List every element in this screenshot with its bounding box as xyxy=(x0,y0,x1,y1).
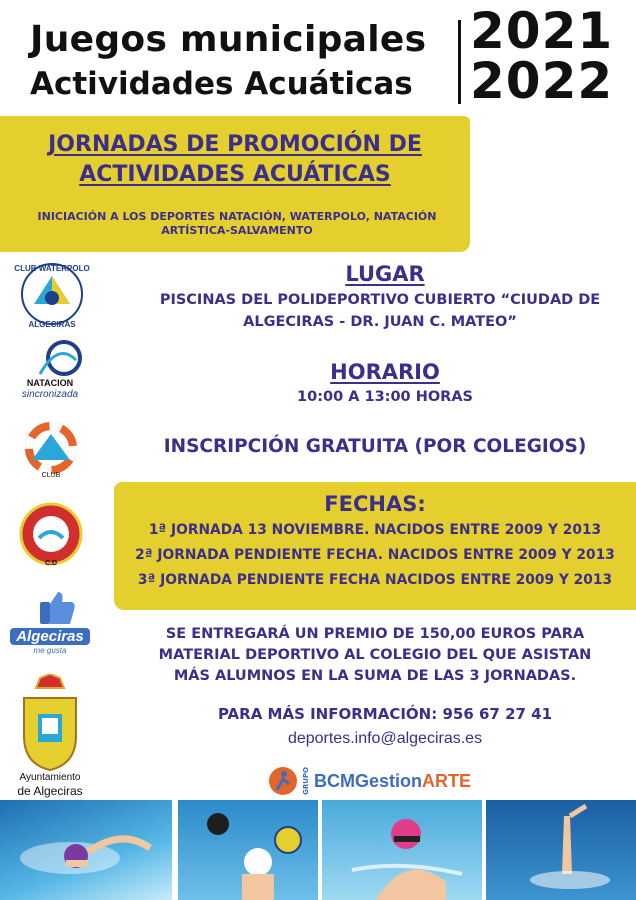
natacion-sincronizada-logo xyxy=(10,338,90,408)
lugar-line-1: PISCINAS DEL POLIDEPORTIVO CUBIERTO “CIUDAD DE xyxy=(159,292,601,308)
promo-subtitle-line-2: ARTÍSTICA-SALVAMENTO xyxy=(161,224,313,237)
season-years xyxy=(470,2,614,110)
info-phone: PARA MÁS INFORMACIÓN: 956 67 27 41 xyxy=(217,705,553,723)
goggles-swimmer-icon xyxy=(322,800,482,900)
horario-heading: HORARIO xyxy=(330,360,440,384)
title-line-2: Actividades Acuáticas xyxy=(30,66,413,102)
lugar-line-2: ALGECIRAS - DR. JUAN C. MATEO” xyxy=(243,314,517,330)
premio-line-3: MÁS ALUMNOS EN LA SUMA DE LAS 3 JORNADAS. xyxy=(173,668,577,684)
sponsor-bcm: BCMGestion xyxy=(314,770,422,791)
algeciras-like-text: Algeciras xyxy=(10,628,90,645)
algeciras-me-gusta-logo xyxy=(10,590,90,660)
waterpolo-arc-text: CLUB WATERPOLO xyxy=(14,264,90,273)
promo-subtitle xyxy=(12,210,462,238)
premio-text xyxy=(120,624,630,687)
sponsor-arte: ARTE xyxy=(422,770,471,791)
lugar-text xyxy=(130,289,630,333)
title-line-1: Juegos municipales xyxy=(30,19,427,60)
premio-line-2: MATERIAL DEPORTIVO AL COLEGIO DEL QUE ASISTAN xyxy=(158,647,592,663)
year-end: 2022 xyxy=(470,52,614,110)
photo-synchronized-swimmer xyxy=(486,800,636,900)
promo-title-line-2: ACTIVIDADES ACUÁTICAS xyxy=(79,162,391,187)
photo-swimmer-freestyle xyxy=(0,800,172,900)
photo-swimmer-goggles xyxy=(322,800,482,900)
horario-text: 10:00 A 13:00 HORAS xyxy=(297,389,473,405)
contact-email[interactable]: deportes.info@algeciras.es xyxy=(287,730,483,747)
runner-figure-icon xyxy=(268,766,298,796)
sincro-bottom-text: sincronizada xyxy=(21,389,79,400)
event-title xyxy=(30,18,450,106)
inscripcion-text: INSCRIPCIÓN GRATUITA (POR COLEGIOS) xyxy=(163,436,587,457)
natacion-club-logo xyxy=(12,500,90,570)
promo-title xyxy=(0,130,470,190)
thumbs-up-icon xyxy=(10,590,90,630)
ayuntamiento-line-1: Ayuntamiento xyxy=(19,772,81,783)
header-divider xyxy=(458,20,461,104)
waterpolo-bottom-text: ALGECIRAS xyxy=(28,320,76,329)
synchro-legs-icon xyxy=(486,800,636,900)
fecha-line-3: 3ª JORNADA PENDIENTE FECHA NACIDOS ENTRE 2009 Y 2013 xyxy=(137,572,613,588)
natacion-club-bottom-text: C.D xyxy=(44,560,58,567)
premio-line-1: SE ENTREGARÁ UN PREMIO DE 150,00 EUROS PARA xyxy=(165,626,585,642)
coat-of-arms-icon xyxy=(10,674,90,772)
fechas-heading: FECHAS: xyxy=(324,492,426,516)
promo-title-line-1: JORNADAS DE PROMOCIÓN DE xyxy=(48,132,422,157)
algeciras-like-subtext: me gusta xyxy=(33,646,67,655)
ayuntamiento-line-2: de Algeciras xyxy=(17,784,83,798)
salvamento-bottom-text: CLUB xyxy=(41,472,61,479)
lugar-heading: LUGAR xyxy=(345,262,425,286)
fecha-line-2: 2ª JORNADA PENDIENTE FECHA. NACIDOS ENTRE 2009 Y 2013 xyxy=(135,547,615,563)
fecha-line-1: 1ª JORNADA 13 NOVIEMBRE. NACIDOS ENTRE 2009 Y 2013 xyxy=(148,522,602,538)
waterpolo-club-logo xyxy=(12,260,92,332)
salvamento-club-logo xyxy=(12,418,90,484)
ayuntamiento-logo xyxy=(10,674,90,800)
year-start: 2021 xyxy=(470,2,614,60)
swimmer-icon xyxy=(0,800,172,900)
sponsor-grupo: GRUPO xyxy=(302,767,310,795)
promo-subtitle-line-1: INICIACIÓN A LOS DEPORTES NATACIÓN, WATERPOLO, NATACIÓN xyxy=(37,210,437,223)
sincro-top-text: NATACION xyxy=(26,378,74,388)
photo-waterpolo xyxy=(178,800,318,900)
waterpolo-players-icon xyxy=(178,800,318,900)
sponsor-logo xyxy=(268,764,471,798)
